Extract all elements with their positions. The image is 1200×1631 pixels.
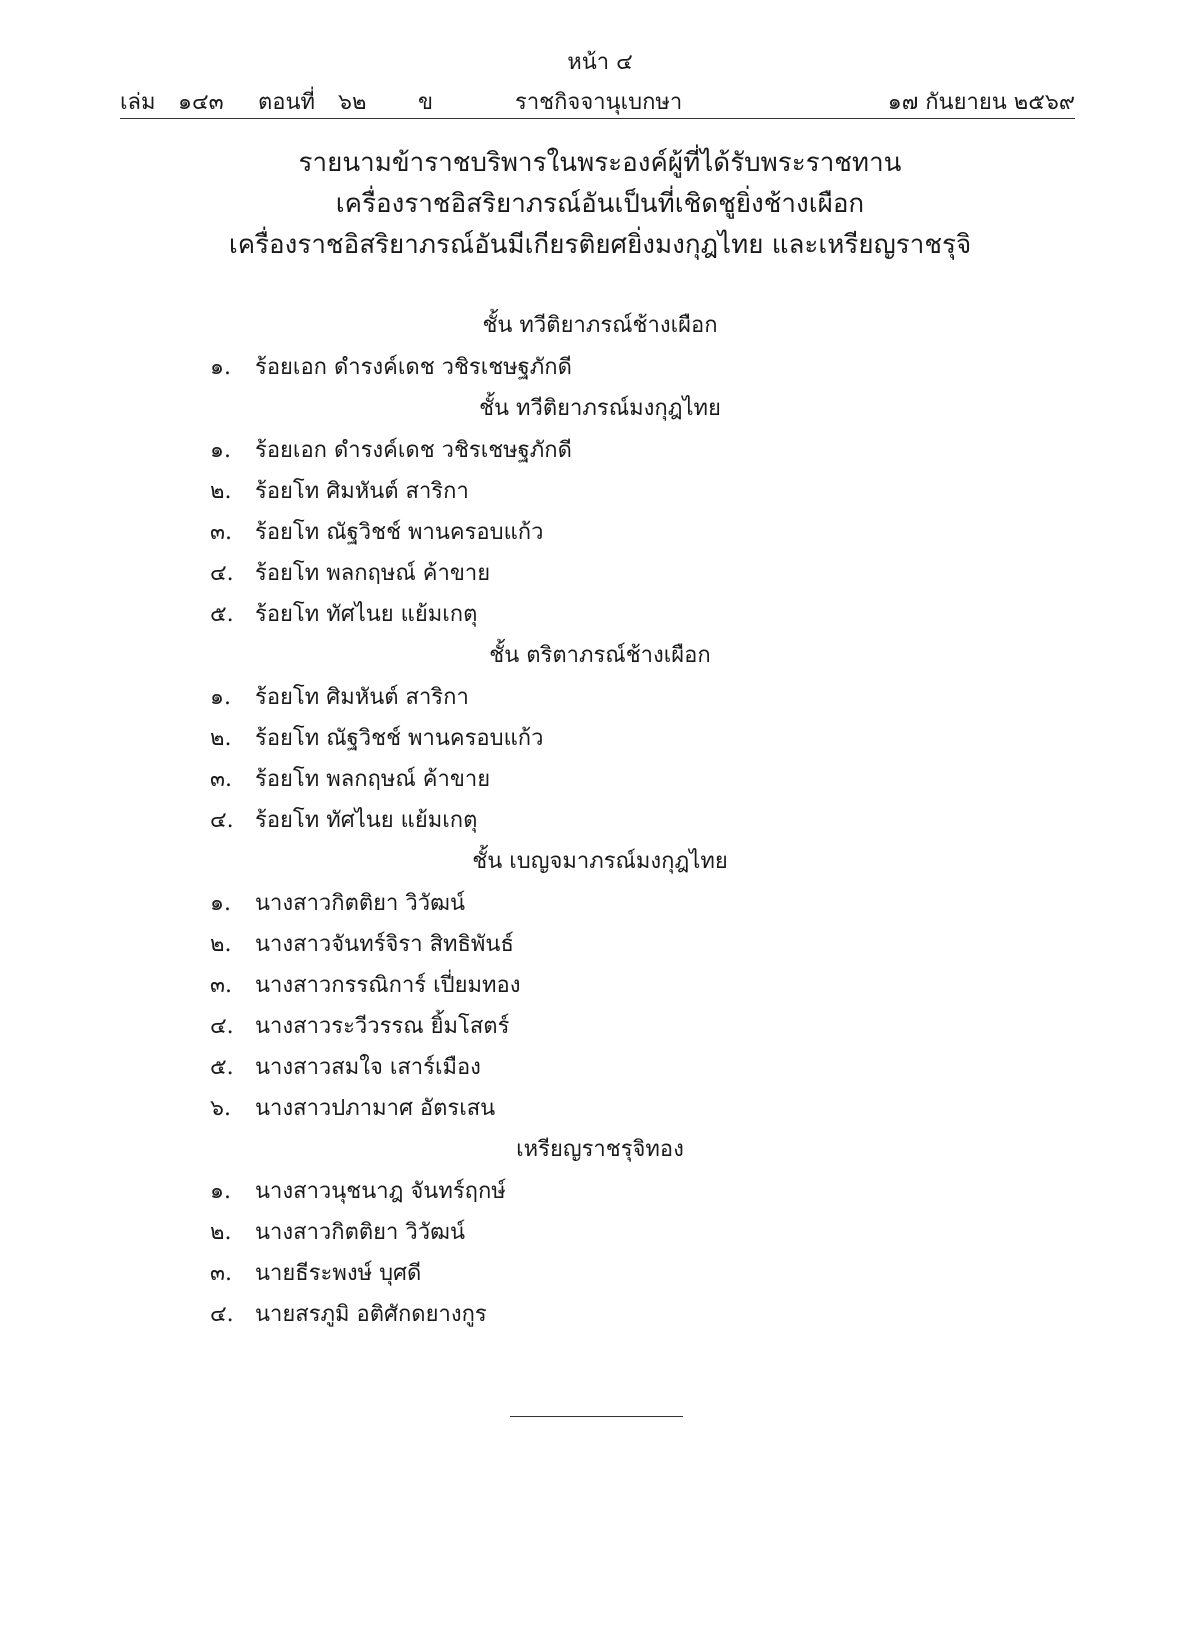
recipient-name: ร้อยโท ทัศไนย แย้มเกตุ bbox=[255, 602, 478, 627]
list-item bbox=[0, 553, 1200, 594]
section-white-elephant-3 bbox=[0, 635, 1200, 841]
recipient-name: นายธีระพงษ์ บุศดี bbox=[255, 1261, 422, 1286]
list-item bbox=[0, 347, 1200, 388]
section-white-elephant-2 bbox=[0, 305, 1200, 388]
recipient-name: ร้อยโท ณัฐวิชช์ พานครอบแก้ว bbox=[255, 520, 544, 545]
item-number: ๒. bbox=[210, 479, 232, 504]
item-number: ๔. bbox=[210, 1302, 234, 1327]
end-of-document-rule bbox=[510, 1416, 683, 1417]
section-rajaruchi-gold-medal bbox=[0, 1129, 1200, 1335]
volume-number: ๑๔๓ bbox=[178, 90, 224, 115]
list-item bbox=[0, 1006, 1200, 1047]
section-heading: ชั้น ทวีติยาภรณ์มงกุฎไทย bbox=[479, 396, 721, 421]
recipient-name: นางสาวกรรณิการ์ เปี่ยมทอง bbox=[255, 973, 521, 998]
item-number: ๔. bbox=[210, 808, 234, 833]
item-number: ๑. bbox=[210, 685, 231, 710]
volume-label: เล่ม bbox=[120, 90, 156, 115]
list-item bbox=[0, 594, 1200, 635]
recipient-name: ร้อยเอก ดำรงค์เดช วชิรเชษฐภักดี bbox=[255, 355, 572, 380]
document-title bbox=[60, 143, 1140, 266]
section-letter: ข bbox=[418, 90, 434, 115]
list-item bbox=[0, 1294, 1200, 1335]
item-number: ๑. bbox=[210, 438, 231, 463]
title-line: เครื่องราชอิสริยาภรณ์อันมีเกียรติยศยิ่งมงกุฎไทย และเหรียญราชรุจิ bbox=[228, 230, 972, 260]
recipient-name: นางสาวนุชนาฎ จันทร์ฤกษ์ bbox=[255, 1179, 506, 1204]
list-item bbox=[0, 1171, 1200, 1212]
recipient-name: นางสาวกิตติยา วิวัฒน์ bbox=[255, 891, 466, 916]
item-number: ๔. bbox=[210, 561, 234, 586]
list-item bbox=[0, 1253, 1200, 1294]
item-number: ๒. bbox=[210, 932, 232, 957]
recipient-name: ร้อยโท ทัศไนย แย้มเกตุ bbox=[255, 808, 478, 833]
item-number: ๔. bbox=[210, 1014, 234, 1039]
item-number: ๒. bbox=[210, 1220, 232, 1245]
list-item bbox=[0, 1212, 1200, 1253]
section-heading: ชั้น ทวีติยาภรณ์ช้างเผือก bbox=[482, 313, 718, 338]
item-number: ๓. bbox=[210, 520, 233, 545]
list-item bbox=[0, 677, 1200, 718]
recipient-name: นางสาวปภามาศ อัตรเสน bbox=[255, 1096, 496, 1121]
list-item bbox=[0, 718, 1200, 759]
list-item bbox=[0, 883, 1200, 924]
gazette-header bbox=[120, 84, 1075, 114]
section-crown-of-thailand-5 bbox=[0, 841, 1200, 1129]
publication-name: ราชกิจจานุเบกษา bbox=[515, 90, 683, 115]
decoration-list bbox=[0, 305, 1200, 1335]
list-item bbox=[0, 759, 1200, 800]
list-item bbox=[0, 430, 1200, 471]
list-item bbox=[0, 1088, 1200, 1129]
issue-number: ๖๒ bbox=[338, 90, 367, 115]
recipient-name: ร้อยเอก ดำรงค์เดช วชิรเชษฐภักดี bbox=[255, 438, 572, 463]
section-heading: ชั้น เบญจมาภรณ์มงกุฎไทย bbox=[472, 849, 728, 874]
recipient-name: ร้อยโท ศิมหันต์ สาริกา bbox=[255, 479, 469, 504]
recipient-name: นางสาวจันทร์จิรา สิทธิพันธ์ bbox=[255, 932, 514, 957]
list-item bbox=[0, 1047, 1200, 1088]
list-item bbox=[0, 965, 1200, 1006]
item-number: ๑. bbox=[210, 355, 231, 380]
section-heading: เหรียญราชรุจิทอง bbox=[516, 1137, 684, 1162]
issue-label: ตอนที่ bbox=[258, 90, 316, 115]
item-number: ๕. bbox=[210, 1055, 234, 1080]
item-number: ๓. bbox=[210, 767, 233, 792]
section-crown-of-thailand-2 bbox=[0, 388, 1200, 635]
item-number: ๓. bbox=[210, 973, 233, 998]
title-line: รายนามข้าราชบริพารในพระองค์ผู้ที่ได้รับพระราชทาน bbox=[298, 148, 902, 178]
publication-date: ๑๗ กันยายน ๒๕๖๙ bbox=[887, 90, 1075, 115]
item-number: ๒. bbox=[210, 726, 232, 751]
recipient-name: นางสาวกิตติยา วิวัฒน์ bbox=[255, 1220, 466, 1245]
recipient-name: ร้อยโท ศิมหันต์ สาริกา bbox=[255, 685, 469, 710]
recipient-name: ร้อยโท ณัฐวิชช์ พานครอบแก้ว bbox=[255, 726, 544, 751]
recipient-name: นางสาวระวีวรรณ ยิ้มโสตร์ bbox=[255, 1014, 510, 1039]
page-number: หน้า ๔ bbox=[567, 50, 633, 75]
list-item bbox=[0, 924, 1200, 965]
section-heading: ชั้น ตริตาภรณ์ช้างเผือก bbox=[489, 643, 711, 668]
recipient-name: ร้อยโท พลกฤษณ์ ค้าขาย bbox=[255, 767, 491, 792]
item-number: ๖. bbox=[210, 1096, 231, 1121]
title-line: เครื่องราชอิสริยาภรณ์อันเป็นที่เชิดชูยิ่งช้างเผือก bbox=[335, 189, 865, 219]
item-number: ๓. bbox=[210, 1261, 233, 1286]
recipient-name: นางสาวสมใจ เสาร์เมือง bbox=[255, 1055, 481, 1080]
list-item bbox=[0, 512, 1200, 553]
item-number: ๑. bbox=[210, 1179, 231, 1204]
header-divider bbox=[120, 118, 1075, 119]
list-item bbox=[0, 471, 1200, 512]
item-number: ๕. bbox=[210, 602, 234, 627]
recipient-name: นายสรภูมิ อติศักดยางกูร bbox=[255, 1302, 487, 1327]
list-item bbox=[0, 800, 1200, 841]
recipient-name: ร้อยโท พลกฤษณ์ ค้าขาย bbox=[255, 561, 491, 586]
item-number: ๑. bbox=[210, 891, 231, 916]
